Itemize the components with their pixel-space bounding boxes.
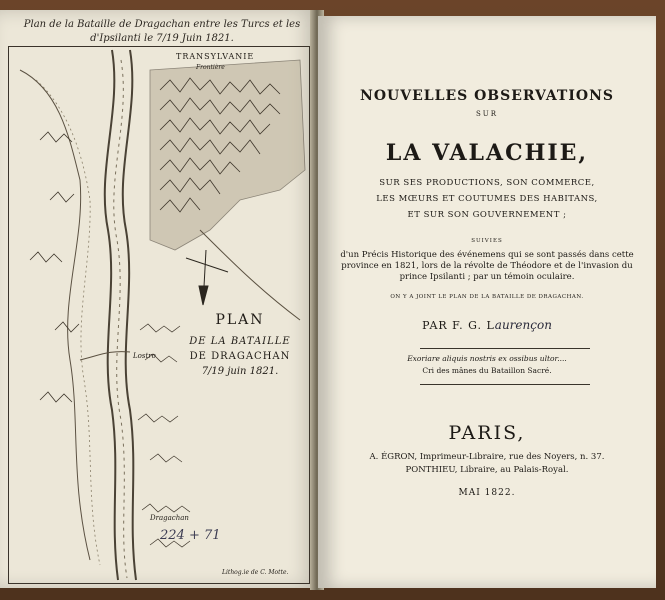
mountain-hatching (150, 60, 305, 250)
map-label-transylvanie: TRANSYLVANIE (176, 52, 255, 61)
map-label-lostro: Lostro (133, 352, 156, 360)
suivies-label: SUIVIES (471, 238, 503, 244)
map-label-dragachan: Dragachan (150, 514, 189, 522)
author-line (318, 318, 656, 332)
plan-line2: DE LA BATAILLE (189, 336, 291, 347)
precis-paragraph: d'un Précis Historique des événemens qui se sont passés dans cette province en 1821, lors de la révolte de Théodore et de l'invasion du prince Ipsilanti ; par un témoin oculaire. (340, 250, 634, 282)
epigraph-attribution: Cri des mânes du Bataillon Sacré. (422, 366, 552, 375)
book-title-line1: NOUVELLES OBSERVATIONS (360, 88, 614, 104)
imprint-date: MAI 1822. (458, 488, 516, 498)
map-title-line2: d'Ipsilanti le 7/19 Juin 1821. (90, 33, 234, 44)
author-handwritten-signature: aurençon (494, 318, 552, 332)
lithographer-credit: Lithog.ie de C. Motte. (222, 569, 289, 576)
subtitle-line2: LES MŒURS ET COUTUMES DES HABITANS, (376, 194, 598, 204)
epigraph-quote: Exoriare aliquis nostris ex ossibus ultor.... (407, 354, 567, 363)
subtitle-line3: ET SUR SON GOUVERNEMENT ; (407, 210, 567, 220)
imprint-city: PARIS, (448, 422, 526, 444)
author-prefix: PAR F. G. L (422, 319, 495, 332)
plan-joint-note: ON Y A JOINT LE PLAN DE LA BATAILLE DE DRAGACHAN. (390, 294, 584, 300)
map-title-line1: Plan de la Bataille de Dragachan entre les Turcs et les (23, 19, 301, 30)
epigraph-rule-top (420, 348, 590, 349)
imprint-publisher2: PONTHIEU, Libraire, au Palais-Royal. (405, 465, 569, 475)
book-title-main: LA VALACHIE, (385, 140, 589, 166)
handwritten-note: 224 + 71 (160, 528, 221, 543)
book-title-sur: SUR (476, 110, 498, 118)
plan-cartouche (170, 312, 310, 377)
subtitle-line1: SUR SES PRODUCTIONS, SON COMMERCE, (379, 178, 595, 188)
river-bank-right (123, 50, 136, 580)
plan-title: PLAN (215, 312, 265, 328)
compass-icon (186, 250, 228, 305)
shore-left (20, 70, 90, 560)
road-east (200, 230, 300, 320)
map-label-frontiere: Frontière (196, 64, 225, 71)
road-crossing (80, 352, 130, 360)
hill-hatching-left (30, 132, 79, 402)
river-bank-left (105, 50, 118, 580)
plan-date: 7/19 juin 1821. (201, 366, 279, 377)
epigraph-rule-bottom (420, 384, 590, 385)
plan-line3: DE DRAGACHAN (189, 351, 291, 362)
imprint-publisher1: A. ÉGRON, Imprimeur-Libraire, rue des Noyers, n. 37. (369, 452, 605, 462)
